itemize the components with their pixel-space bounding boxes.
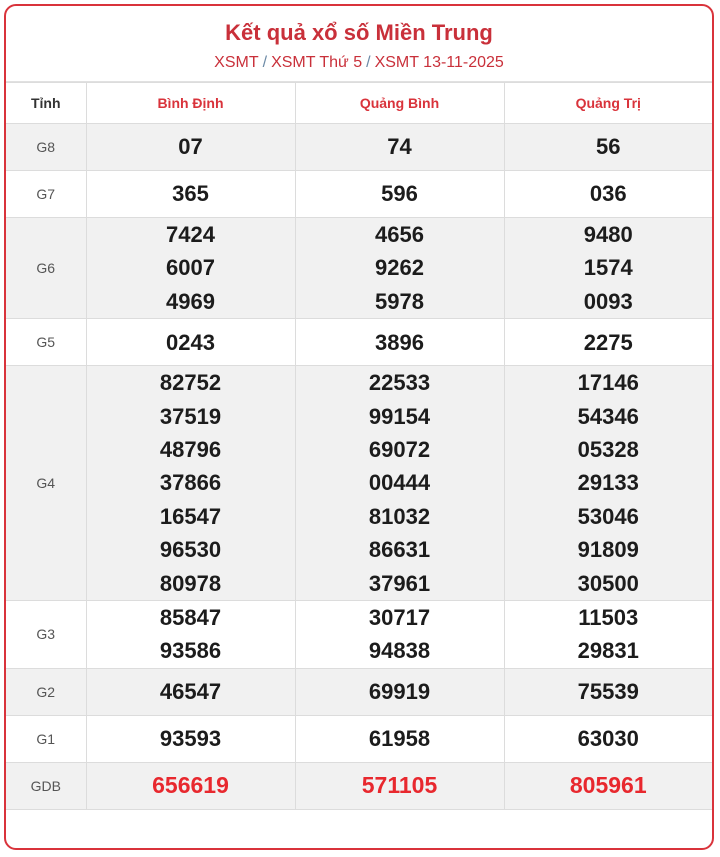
prize-number: 80978 <box>159 570 222 596</box>
prize-number: 46547 <box>159 679 222 705</box>
prize-number: 9480 <box>583 222 633 247</box>
prize-number: 30717 <box>368 605 431 631</box>
page-title: Kết quả xổ số Miền Trung <box>225 20 493 45</box>
prize-number: 036 <box>589 181 627 207</box>
prize-number: 86631 <box>368 537 431 563</box>
prize-number: 30500 <box>577 570 639 596</box>
prize-cell <box>86 319 295 366</box>
prize-cell <box>504 366 712 601</box>
prize-number: 56 <box>596 134 621 160</box>
prize-number: 07 <box>178 134 203 160</box>
header-tinh: Tỉnh <box>6 83 86 124</box>
prize-cell <box>86 715 295 762</box>
prize-row-g8 <box>6 124 712 171</box>
prize-number: 29831 <box>577 638 639 664</box>
prize-row-g2 <box>6 668 712 715</box>
prize-number: 37519 <box>159 403 222 429</box>
prize-label: G3 <box>6 601 86 669</box>
prize-number: 94838 <box>368 638 431 664</box>
prize-number: 91809 <box>577 537 639 563</box>
prize-number: 5978 <box>375 288 424 314</box>
prize-number: 596 <box>381 181 418 207</box>
prize-number: 0093 <box>583 288 633 314</box>
prize-number: 29133 <box>577 470 639 496</box>
breadcrumb-xsmt-thu5[interactable]: XSMT Thứ 5 <box>271 54 363 71</box>
prize-label: GDB <box>6 762 86 809</box>
prize-label: G1 <box>6 715 86 762</box>
results-table <box>6 82 712 810</box>
prize-cell <box>86 668 295 715</box>
prize-row-g6 <box>6 218 712 319</box>
special-prize-number: 571105 <box>361 772 438 799</box>
breadcrumb-separator: / <box>366 54 371 71</box>
prize-number: 69072 <box>368 437 431 463</box>
prize-cell <box>295 762 504 809</box>
prize-number: 61958 <box>368 726 431 752</box>
special-prize-number: 656619 <box>152 772 229 799</box>
special-prize-number: 805961 <box>569 772 647 799</box>
prize-number: 48796 <box>159 437 222 463</box>
prize-number: 93593 <box>159 726 222 752</box>
prize-cell <box>295 319 504 366</box>
header-province-binh-dinh[interactable]: Bình Định <box>86 83 295 124</box>
prize-number: 17146 <box>577 370 639 396</box>
breadcrumb-xsmt[interactable]: XSMT <box>214 54 259 71</box>
prize-cell <box>504 762 712 809</box>
prize-cell <box>86 601 295 669</box>
prize-number: 4656 <box>375 222 424 247</box>
prize-number: 53046 <box>577 503 639 529</box>
prize-number: 22533 <box>368 370 431 396</box>
prize-row-gdb <box>6 762 712 809</box>
prize-row-g3 <box>6 601 712 669</box>
prize-cell <box>86 366 295 601</box>
results-header <box>6 6 712 82</box>
prize-number: 0243 <box>166 329 215 355</box>
prize-cell <box>295 366 504 601</box>
prize-number: 00444 <box>368 470 431 496</box>
prize-cell <box>295 171 504 218</box>
prize-number: 37866 <box>159 470 222 496</box>
prize-label: G5 <box>6 319 86 366</box>
results-card <box>4 4 714 850</box>
prize-number: 2275 <box>583 329 633 355</box>
prize-cell <box>86 762 295 809</box>
prize-cell <box>86 124 295 171</box>
prize-cell <box>295 715 504 762</box>
prize-cell <box>295 668 504 715</box>
prize-number: 54346 <box>577 403 639 429</box>
prize-cell <box>504 171 712 218</box>
prize-number: 05328 <box>577 437 639 463</box>
prize-number: 85847 <box>159 605 222 631</box>
breadcrumb-separator: / <box>262 54 268 71</box>
prize-label: G6 <box>6 218 86 319</box>
prize-number: 4969 <box>166 288 215 314</box>
prize-number: 1574 <box>583 255 633 281</box>
prize-number: 16547 <box>159 503 222 529</box>
breadcrumb <box>6 54 712 72</box>
prize-number: 93586 <box>159 638 222 664</box>
prize-cell <box>504 124 712 171</box>
prize-number: 11503 <box>578 605 639 631</box>
prize-cell <box>295 218 504 319</box>
prize-cell <box>295 601 504 669</box>
prize-number: 6007 <box>166 255 215 281</box>
prize-number: 96530 <box>159 537 222 563</box>
prize-number: 3896 <box>375 329 424 355</box>
prize-number: 37961 <box>368 570 431 596</box>
prize-number: 82752 <box>159 370 222 396</box>
prize-number: 99154 <box>368 403 431 429</box>
prize-cell <box>504 668 712 715</box>
prize-number: 81032 <box>368 503 431 529</box>
prize-label: G2 <box>6 668 86 715</box>
prize-number: 63030 <box>577 726 639 752</box>
prize-cell <box>86 218 295 319</box>
header-province-quang-binh[interactable]: Quảng Bình <box>295 83 504 124</box>
prize-number: 7424 <box>166 222 215 247</box>
prize-cell <box>295 124 504 171</box>
prize-cell <box>86 171 295 218</box>
prize-cell <box>504 601 712 669</box>
prize-number: 75539 <box>577 679 639 705</box>
prize-label: G8 <box>6 124 86 171</box>
prize-number: 9262 <box>375 255 424 281</box>
prize-label: G7 <box>6 171 86 218</box>
prize-number: 365 <box>172 181 209 207</box>
header-province-quang-tri[interactable]: Quảng Trị <box>504 83 712 124</box>
prize-row-g5 <box>6 319 712 366</box>
prize-row-g7 <box>6 171 712 218</box>
breadcrumb-xsmt-date[interactable]: XSMT 13-11-2025 <box>374 54 504 71</box>
prize-row-g1 <box>6 715 712 762</box>
prize-label: G4 <box>6 366 86 601</box>
prize-number: 69919 <box>368 679 431 705</box>
prize-number: 74 <box>387 134 412 160</box>
prize-cell <box>504 319 712 366</box>
prize-cell <box>504 218 712 319</box>
prize-row-g4 <box>6 366 712 601</box>
prize-cell <box>504 715 712 762</box>
